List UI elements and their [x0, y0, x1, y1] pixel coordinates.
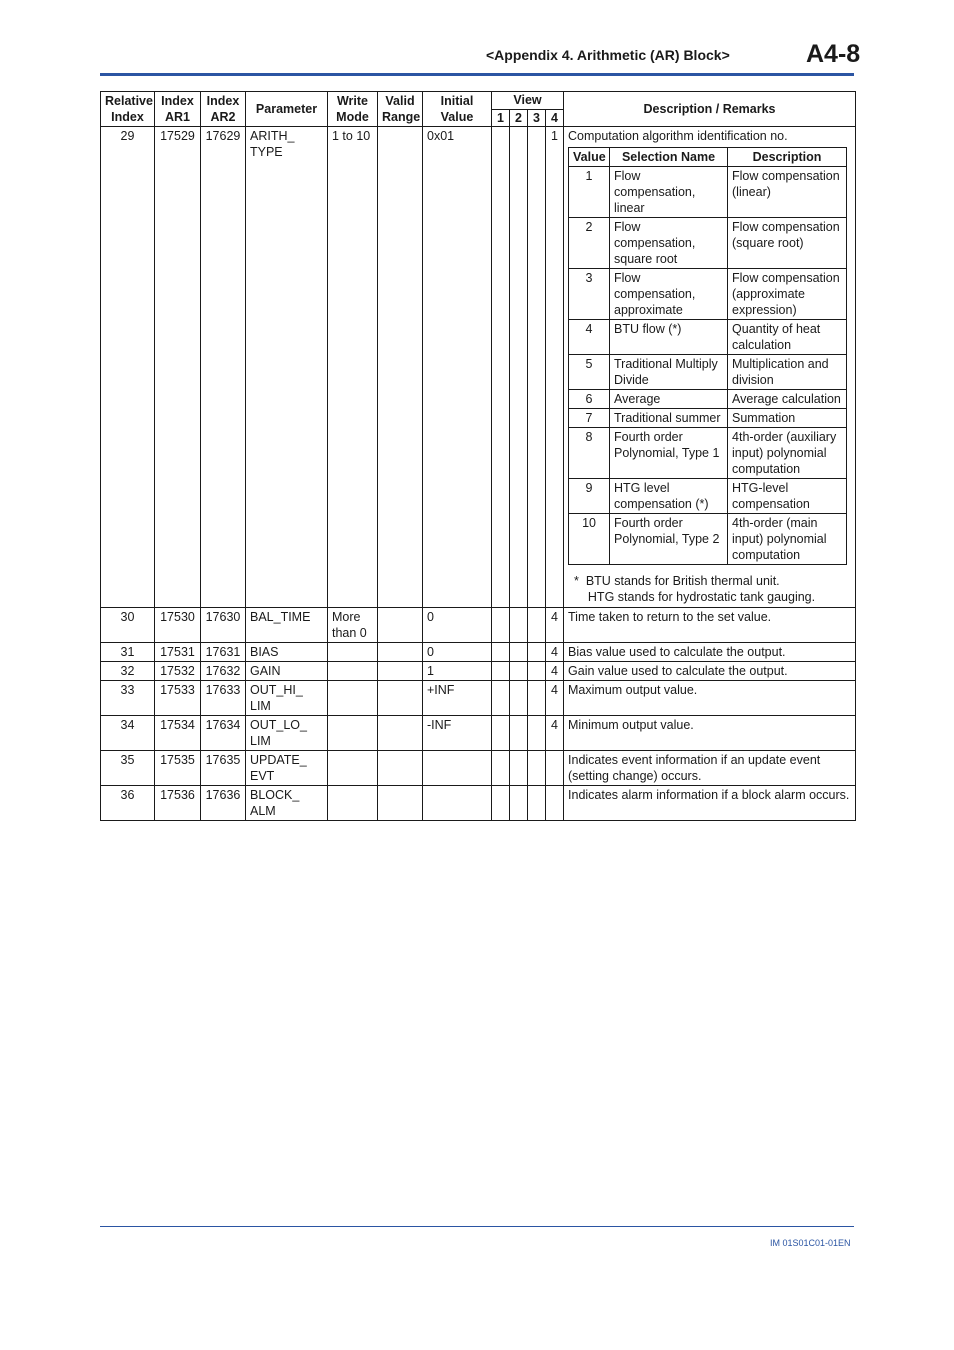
cell-index-ar2: 17633 — [201, 681, 246, 716]
cell-valid-range — [378, 681, 423, 716]
cell-valid-range — [378, 751, 423, 786]
selection-description: Summation — [728, 409, 847, 428]
cell-view-3 — [528, 716, 546, 751]
selection-value: 8 — [569, 428, 610, 479]
selection-description: Flow compensation (linear) — [728, 167, 847, 218]
selection-name: HTG level compensation (*) — [610, 479, 728, 514]
cell-view-3 — [528, 127, 546, 608]
selection-header-name: Selection Name — [610, 148, 728, 167]
cell-view-2 — [510, 608, 528, 643]
selection-header-description: Description — [728, 148, 847, 167]
cell-view-2 — [510, 681, 528, 716]
header-index-ar2: Index AR2 — [201, 92, 246, 127]
cell-relative-index: 35 — [101, 751, 155, 786]
selection-description: Flow compensation (approximate expression) — [728, 269, 847, 320]
selection-description: 4th-order (main input) polynomial computation — [728, 514, 847, 565]
document-id: IM 01S01C01-01EN — [770, 1238, 851, 1248]
cell-initial-value: 0 — [423, 643, 492, 662]
selection-row — [569, 514, 847, 565]
cell-index-ar1: 17533 — [155, 681, 201, 716]
header-view-3: 3 — [528, 109, 546, 127]
description-text: Computation algorithm identification no. — [568, 129, 788, 143]
cell-index-ar2: 17636 — [201, 786, 246, 821]
cell-view-1 — [492, 716, 510, 751]
selection-value: 5 — [569, 355, 610, 390]
table-row — [101, 643, 856, 662]
selection-value: 4 — [569, 320, 610, 355]
header-rule — [100, 73, 854, 76]
cell-view-1 — [492, 786, 510, 821]
cell-write-mode — [328, 786, 378, 821]
cell-description — [564, 127, 856, 608]
cell-view-1 — [492, 608, 510, 643]
selection-description: Multiplication and division — [728, 355, 847, 390]
table-row — [101, 127, 856, 608]
cell-view-3 — [528, 662, 546, 681]
selection-name: Flow compensation, linear — [610, 167, 728, 218]
cell-valid-range — [378, 127, 423, 608]
header-view-2: 2 — [510, 109, 528, 127]
cell-index-ar1: 17534 — [155, 716, 201, 751]
selection-value: 3 — [569, 269, 610, 320]
selection-value: 10 — [569, 514, 610, 565]
cell-view-1 — [492, 662, 510, 681]
cell-index-ar1: 17529 — [155, 127, 201, 608]
cell-view-3 — [528, 681, 546, 716]
table-row — [101, 786, 856, 821]
cell-view-3 — [528, 608, 546, 643]
cell-valid-range — [378, 662, 423, 681]
header-write-mode: Write Mode — [328, 92, 378, 127]
cell-relative-index: 33 — [101, 681, 155, 716]
selection-table — [568, 147, 847, 565]
table-row — [101, 662, 856, 681]
cell-valid-range — [378, 608, 423, 643]
selection-description: Average calculation — [728, 390, 847, 409]
cell-relative-index: 31 — [101, 643, 155, 662]
table-row — [101, 681, 856, 716]
cell-relative-index: 29 — [101, 127, 155, 608]
cell-view-1 — [492, 127, 510, 608]
cell-view-4: 4 — [546, 608, 564, 643]
cell-relative-index: 36 — [101, 786, 155, 821]
cell-description: Maximum output value. — [564, 681, 856, 716]
cell-index-ar1: 17535 — [155, 751, 201, 786]
selection-name: BTU flow (*) — [610, 320, 728, 355]
cell-initial-value: 1 — [423, 662, 492, 681]
cell-view-2 — [510, 751, 528, 786]
cell-parameter: OUT_LO_ LIM — [246, 716, 328, 751]
cell-view-3 — [528, 643, 546, 662]
selection-row — [569, 269, 847, 320]
selection-row — [569, 355, 847, 390]
cell-parameter: BLOCK_ ALM — [246, 786, 328, 821]
cell-view-1 — [492, 643, 510, 662]
note-htg: HTG stands for hydrostatic tank gauging. — [574, 590, 816, 604]
cell-valid-range — [378, 643, 423, 662]
cell-view-2 — [510, 662, 528, 681]
cell-description: Indicates event information if an update event (setting change) occurs. — [564, 751, 856, 786]
cell-initial-value: 0 — [423, 608, 492, 643]
cell-description: Time taken to return to the set value. — [564, 608, 856, 643]
table-row — [101, 716, 856, 751]
selection-description: HTG-level compensation — [728, 479, 847, 514]
selection-name: Average — [610, 390, 728, 409]
header-parameter: Parameter — [246, 92, 328, 127]
cell-index-ar2: 17631 — [201, 643, 246, 662]
selection-row — [569, 320, 847, 355]
page-number: A4-8 — [806, 40, 861, 68]
selection-row — [569, 479, 847, 514]
cell-write-mode — [328, 716, 378, 751]
header-view: View — [492, 92, 564, 110]
cell-view-2 — [510, 786, 528, 821]
cell-description: Gain value used to calculate the output. — [564, 662, 856, 681]
cell-index-ar2: 17629 — [201, 127, 246, 608]
cell-relative-index: 30 — [101, 608, 155, 643]
cell-index-ar2: 17635 — [201, 751, 246, 786]
header-description: Description / Remarks — [564, 92, 856, 127]
selection-notes — [574, 573, 851, 605]
selection-value: 1 — [569, 167, 610, 218]
cell-write-mode — [328, 681, 378, 716]
footer-rule — [100, 1226, 854, 1227]
selection-value: 6 — [569, 390, 610, 409]
cell-description: Bias value used to calculate the output. — [564, 643, 856, 662]
cell-initial-value — [423, 786, 492, 821]
cell-view-4: 4 — [546, 643, 564, 662]
cell-view-4 — [546, 751, 564, 786]
cell-index-ar2: 17630 — [201, 608, 246, 643]
cell-view-2 — [510, 127, 528, 608]
selection-name: Flow compensation, square root — [610, 218, 728, 269]
selection-value: 2 — [569, 218, 610, 269]
selection-row — [569, 390, 847, 409]
cell-view-4: 4 — [546, 716, 564, 751]
cell-description: Indicates alarm information if a block alarm occurs. — [564, 786, 856, 821]
cell-write-mode — [328, 643, 378, 662]
header-relative-index: Relative Index — [101, 92, 155, 127]
selection-description: 4th-order (auxiliary input) polynomial computation — [728, 428, 847, 479]
cell-write-mode — [328, 662, 378, 681]
selection-name: Traditional summer — [610, 409, 728, 428]
cell-description: Minimum output value. — [564, 716, 856, 751]
table-row — [101, 608, 856, 643]
header-view-4: 4 — [546, 109, 564, 127]
header-initial-value: Initial Value — [423, 92, 492, 127]
cell-index-ar2: 17634 — [201, 716, 246, 751]
parameter-table — [100, 91, 856, 821]
header-index-ar1: Index AR1 — [155, 92, 201, 127]
cell-parameter: UPDATE_ EVT — [246, 751, 328, 786]
cell-initial-value: 0x01 — [423, 127, 492, 608]
cell-index-ar1: 17532 — [155, 662, 201, 681]
selection-name: Traditional Multiply Divide — [610, 355, 728, 390]
cell-view-3 — [528, 786, 546, 821]
cell-initial-value — [423, 751, 492, 786]
selection-row — [569, 409, 847, 428]
selection-value: 7 — [569, 409, 610, 428]
cell-initial-value: -INF — [423, 716, 492, 751]
cell-parameter: ARITH_ TYPE — [246, 127, 328, 608]
cell-view-3 — [528, 751, 546, 786]
selection-description: Flow compensation (square root) — [728, 218, 847, 269]
table-row — [101, 751, 856, 786]
cell-view-4 — [546, 786, 564, 821]
cell-initial-value: +INF — [423, 681, 492, 716]
page-header-title: <Appendix 4. Arithmetic (AR) Block> — [486, 47, 730, 63]
cell-valid-range — [378, 786, 423, 821]
selection-row — [569, 218, 847, 269]
cell-index-ar2: 17632 — [201, 662, 246, 681]
cell-index-ar1: 17536 — [155, 786, 201, 821]
cell-parameter: GAIN — [246, 662, 328, 681]
cell-view-4: 1 — [546, 127, 564, 608]
cell-write-mode: More than 0 — [328, 608, 378, 643]
cell-relative-index: 32 — [101, 662, 155, 681]
cell-index-ar1: 17531 — [155, 643, 201, 662]
selection-description: Quantity of heat calculation — [728, 320, 847, 355]
note-btu: * BTU stands for British thermal unit. — [574, 574, 780, 588]
cell-write-mode: 1 to 10 — [328, 127, 378, 608]
header-view-1: 1 — [492, 109, 510, 127]
cell-view-4: 4 — [546, 662, 564, 681]
cell-view-4: 4 — [546, 681, 564, 716]
selection-name: Fourth order Polynomial, Type 2 — [610, 514, 728, 565]
cell-write-mode — [328, 751, 378, 786]
cell-view-1 — [492, 681, 510, 716]
header-valid-range: Valid Range — [378, 92, 423, 127]
cell-parameter: BIAS — [246, 643, 328, 662]
cell-view-2 — [510, 643, 528, 662]
cell-parameter: BAL_TIME — [246, 608, 328, 643]
cell-view-1 — [492, 751, 510, 786]
selection-row — [569, 167, 847, 218]
cell-index-ar1: 17530 — [155, 608, 201, 643]
selection-value: 9 — [569, 479, 610, 514]
selection-header-value: Value — [569, 148, 610, 167]
selection-name: Flow compensation, approximate — [610, 269, 728, 320]
selection-name: Fourth order Polynomial, Type 1 — [610, 428, 728, 479]
cell-parameter: OUT_HI_ LIM — [246, 681, 328, 716]
cell-valid-range — [378, 716, 423, 751]
cell-view-2 — [510, 716, 528, 751]
selection-row — [569, 428, 847, 479]
cell-relative-index: 34 — [101, 716, 155, 751]
